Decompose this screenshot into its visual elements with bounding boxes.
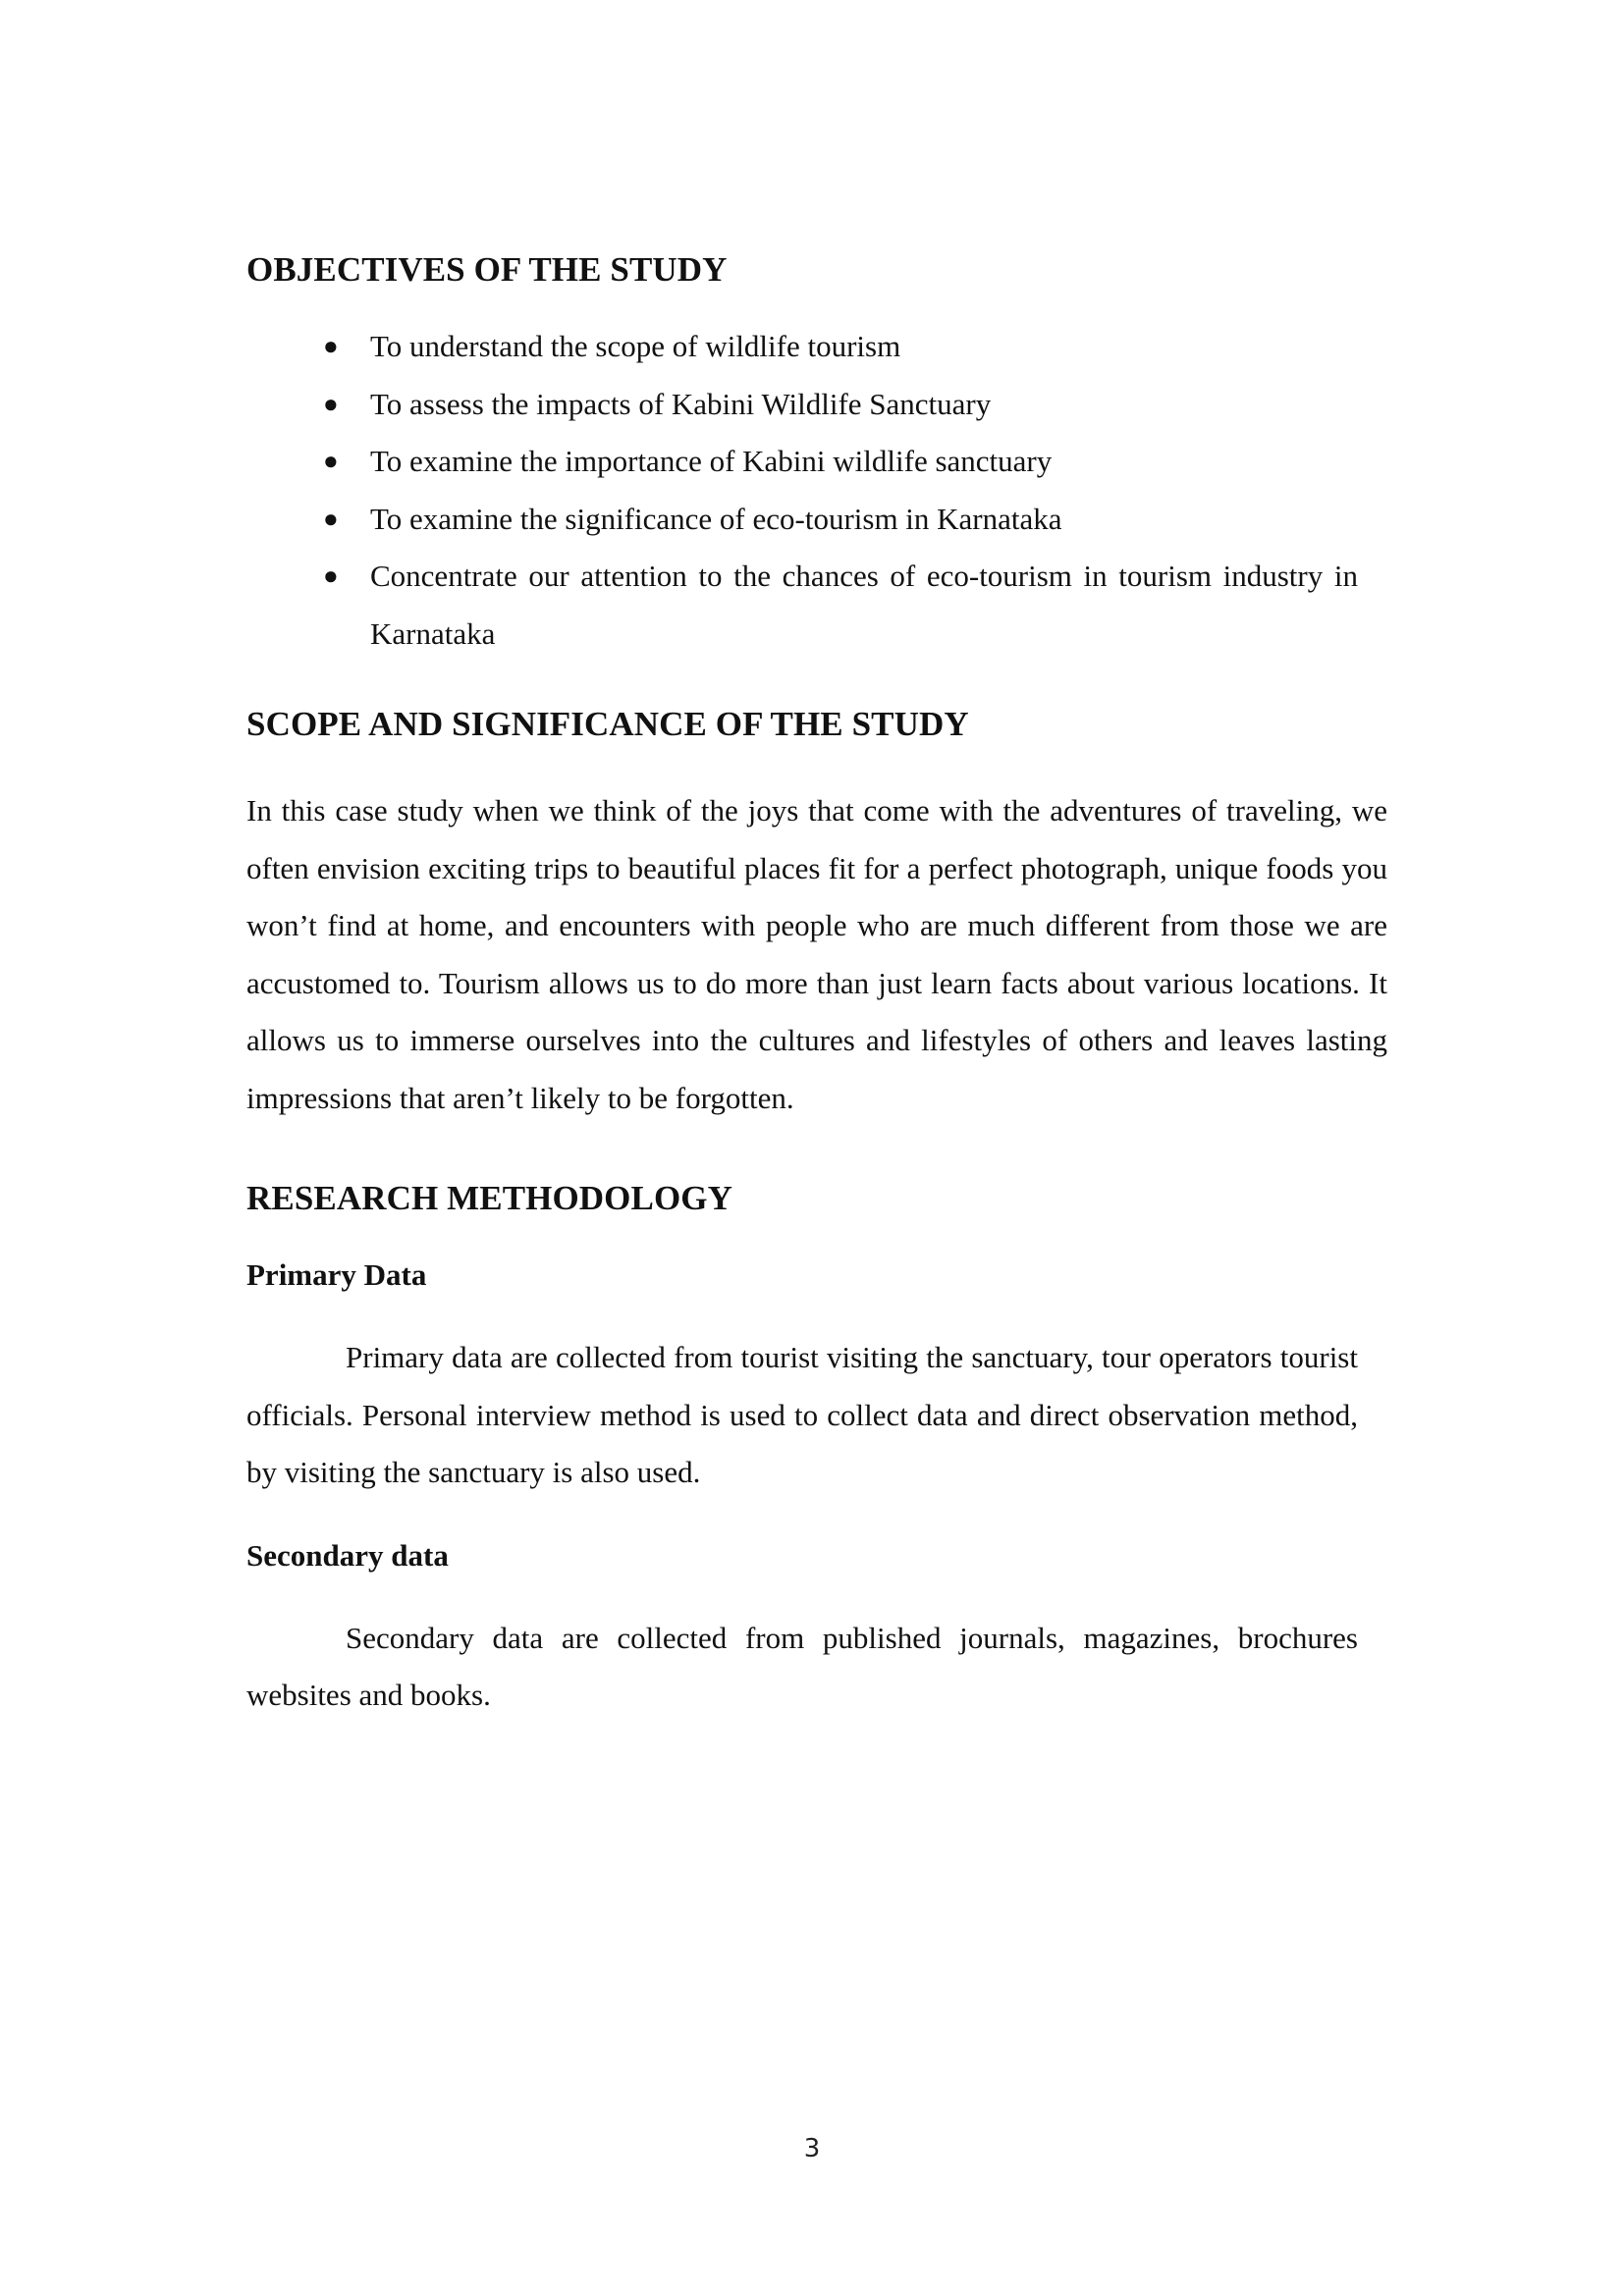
list-item-text: To understand the scope of wildlife tourism (370, 329, 901, 363)
list-item (246, 491, 1387, 549)
list-item (246, 318, 1387, 376)
list-item (246, 548, 1387, 663)
objectives-list (246, 318, 1387, 663)
objectives-heading: OBJECTIVES OF THE STUDY (246, 250, 728, 289)
bullet-icon: ● (323, 332, 339, 360)
bullet-icon: ● (323, 389, 339, 418)
primary-data-paragraph: Primary data are collected from tourist visiting the sanctuary, tour operators tourist officials. Personal interview method is used to collect data and direct observation method, by visiting the sanctuary is also used. (246, 1340, 1358, 1489)
page-content (246, 245, 1387, 1725)
research-methodology-heading: RESEARCH METHODOLOGY (246, 1179, 732, 1217)
list-item-text: To examine the significance of eco-tourism in Karnataka (370, 501, 1062, 536)
list-item-text: To assess the impacts of Kabini Wildlife Sanctuary (370, 386, 992, 421)
list-item (246, 433, 1387, 491)
bullet-icon: ● (323, 561, 339, 590)
list-item (246, 376, 1387, 434)
secondary-data-paragraph: Secondary data are collected from published journals, magazines, brochures websites and books. (246, 1620, 1358, 1712)
list-item-text: Concentrate our attention to the chances of eco-tourism in tourism industry in Karnataka (370, 559, 1358, 651)
secondary-data-subheading: Secondary data (246, 1537, 449, 1573)
bullet-icon: ● (323, 447, 339, 475)
list-item-text: To examine the importance of Kabini wildlife sanctuary (370, 444, 1053, 478)
scope-paragraph: In this case study when we think of the joys that come with the adventures of traveling, we often envision exciting trips to beautiful places fit for a perfect photograph, unique foods you won’t find at home, and encounters with people who are much different from those we are accustomed to. Tourism allows us to do more than just learn facts about various locations. It allows us to immerse ourselves into the cultures and lifestyles of others and leaves lasting impressions that aren’t likely to be forgotten. (246, 793, 1387, 1115)
bullet-icon: ● (323, 504, 339, 533)
scope-heading: SCOPE AND SIGNIFICANCE OF THE STUDY (246, 705, 969, 743)
page-number: 3 (803, 2134, 821, 2163)
primary-data-subheading: Primary Data (246, 1257, 427, 1292)
